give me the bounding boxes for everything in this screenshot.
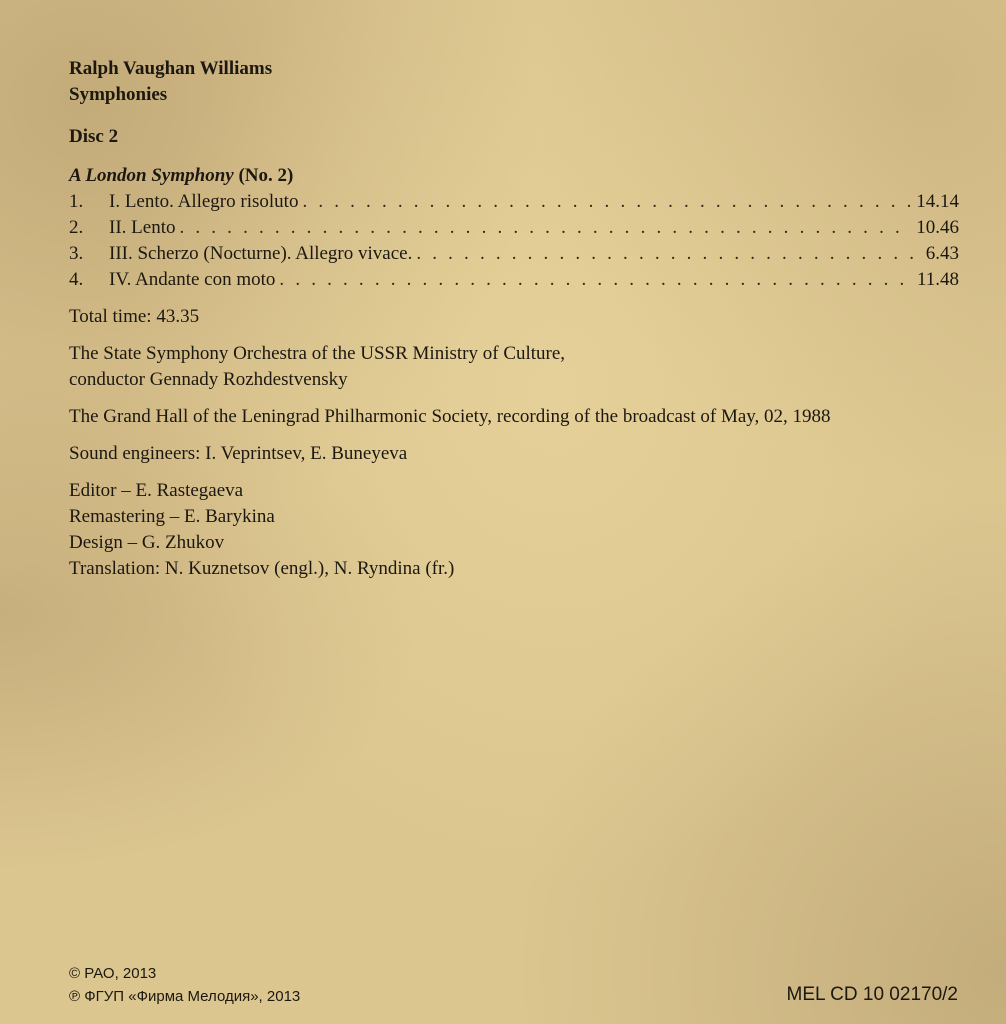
credits-block — [69, 478, 959, 582]
credit-editor: Editor – E. Rastegaeva — [69, 480, 244, 501]
track-row — [69, 267, 959, 293]
track-time: 6.43 — [925, 243, 959, 264]
dot-leader — [302, 189, 912, 215]
catalog-number: MEL CD 10 02170/2 — [786, 984, 958, 1005]
composer-name: Ralph Vaughan Williams — [69, 58, 273, 79]
track-title: IV. Andante con moto — [109, 269, 276, 290]
track-title: III. Scherzo (Nocturne). Allegro vivace. — [109, 243, 413, 264]
track-time: 10.46 — [916, 217, 959, 238]
track-row — [69, 189, 959, 215]
total-time: Total time: 43.35 — [69, 306, 200, 327]
performers — [69, 341, 959, 393]
recording-venue: The Grand Hall of the Leningrad Philharmonic Society, recording of the broadcast of May, 02, 1988 — [69, 406, 831, 427]
phonogram-line: ℗ ФГУП «Фирма Мелодия», 2013 — [69, 988, 301, 1005]
dot-leader — [279, 267, 913, 293]
track-list — [69, 189, 959, 293]
booklet-page — [69, 56, 959, 582]
credit-design: Design – G. Zhukov — [69, 532, 225, 553]
performers-conductor: conductor Gennady Rozhdestvensky — [69, 369, 348, 390]
track-number: 4. — [69, 269, 84, 290]
work-number: (No. 2) — [238, 165, 294, 186]
track-time: 11.48 — [916, 269, 959, 290]
track-number: 3. — [69, 243, 84, 264]
credit-translation: Translation: N. Kuznetsov (engl.), N. Ryndina (fr.) — [69, 558, 455, 579]
track-time: 14.14 — [916, 191, 959, 212]
track-number: 2. — [69, 217, 84, 238]
credit-remastering: Remastering – E. Barykina — [69, 506, 275, 527]
dot-leader — [416, 241, 921, 267]
sound-engineers: Sound engineers: I. Veprintsev, E. Buneyeva — [69, 443, 408, 464]
performers-orchestra: The State Symphony Orchestra of the USSR Ministry of Culture, — [69, 343, 566, 364]
collection-title: Symphonies — [69, 84, 168, 105]
copyright-line: © РАО, 2013 — [69, 965, 157, 982]
work-name: A London Symphony — [69, 165, 234, 186]
track-title: II. Lento — [109, 217, 176, 238]
disc-label: Disc 2 — [69, 126, 119, 147]
work-title — [69, 163, 959, 189]
track-row — [69, 215, 959, 241]
track-row — [69, 241, 959, 267]
track-title: I. Lento. Allegro risoluto — [109, 191, 299, 212]
dot-leader — [179, 215, 912, 241]
footer-rights — [69, 962, 300, 1008]
track-number: 1. — [69, 191, 84, 212]
